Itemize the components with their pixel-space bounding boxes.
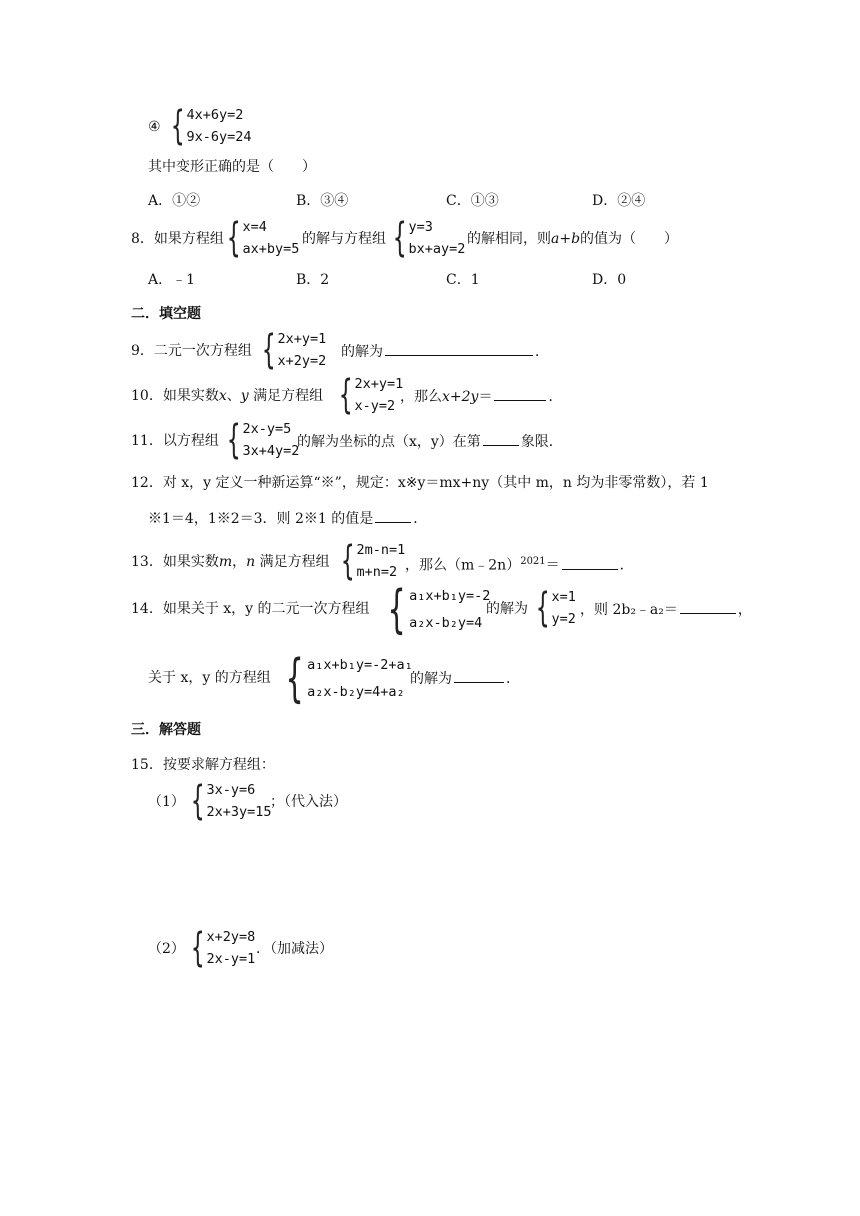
equation: a₂x-b₂y=4: [409, 615, 483, 631]
q10-suffix: [400, 386, 562, 407]
answer-blank[interactable]: [483, 431, 519, 446]
q8-system-2: [387, 216, 465, 260]
q14-solution: [530, 586, 576, 630]
answer-blank[interactable]: [375, 508, 411, 523]
q14-line2-suffix-text: 的解为: [410, 671, 452, 687]
q15-part2-system: [185, 926, 255, 970]
q10-sep: 、: [226, 388, 241, 404]
q8-option-d: D．0: [592, 272, 627, 288]
q11-prefix: 11．以方程组: [131, 433, 219, 449]
brace-icon: {: [190, 778, 205, 824]
q9-suffix-text: 的解为: [341, 344, 383, 360]
section-heading-fill-blank: 二．填空题: [131, 306, 201, 322]
q14-line2-prefix: 关于 x，y 的方程组: [148, 670, 271, 686]
q13-prefix-text: 13．如果实数: [131, 554, 219, 570]
q14-suffix: [580, 599, 752, 620]
q10-suffix-text: ，那么: [400, 389, 442, 405]
q13-suffix: [405, 552, 634, 576]
var-n: n: [246, 554, 256, 570]
equation: a₁x+b₁y=-2+a₁: [307, 657, 413, 673]
brace-icon: {: [338, 372, 353, 418]
q12-line2-text: ※1＝4，1※2＝3．则 2※1 的值是: [148, 511, 374, 527]
q9-system: [256, 328, 326, 372]
answer-blank[interactable]: [385, 341, 533, 356]
brace-icon: {: [285, 649, 304, 709]
equation: x+2y=2: [277, 353, 327, 369]
answer-blank[interactable]: [454, 668, 504, 683]
equals-sign: ＝: [545, 557, 560, 574]
equation: 2x-y=1: [206, 951, 256, 967]
q11-suffix-text: 的解为坐标的点（x，y）在第: [297, 434, 481, 450]
equation: a₂x-b₂y=4+a₂: [307, 684, 405, 700]
equation: x+2y=8: [206, 929, 256, 945]
var-m: m: [218, 554, 233, 570]
q14-suffix-text: ，则 2b₂﹣a₂＝: [580, 602, 678, 618]
brace-icon: {: [387, 580, 406, 640]
brace-icon: {: [170, 103, 185, 149]
equation: y=3: [408, 219, 433, 235]
equals-sign: ＝: [478, 389, 493, 405]
equation: x-y=2: [354, 398, 396, 414]
q10-expression: x+2y: [442, 389, 479, 405]
answer-blank[interactable]: [494, 386, 546, 401]
answer-blank[interactable]: [562, 555, 618, 570]
q9-end: ．: [535, 344, 549, 360]
q13-power: 2021: [520, 556, 546, 567]
q8-suffix: [467, 229, 678, 249]
q9-suffix: [341, 341, 549, 362]
brace-icon: {: [340, 538, 355, 584]
q8-option-a: A．﹣1: [148, 272, 196, 288]
equation: 2m-n=1: [356, 542, 406, 558]
q15-part1-system: [185, 779, 271, 823]
q15-part2-label: （2）: [148, 941, 185, 957]
q10-prefix-text: 10．如果实数: [131, 388, 219, 404]
q7-item4-system: [165, 104, 251, 148]
answer-blank[interactable]: [680, 599, 736, 614]
q15-title: 15．按要求解方程组：: [131, 757, 275, 773]
var-y: y: [240, 388, 249, 404]
q14-mid: 的解为: [486, 601, 528, 617]
brace-icon: {: [226, 417, 241, 463]
q8-expression: a+b: [551, 231, 581, 247]
equation: 2x+y=1: [354, 376, 404, 392]
q14-line2-suffix: [410, 668, 520, 689]
q14-system-2: [278, 649, 413, 709]
q13-mid: 满足方程组: [259, 554, 330, 570]
brace-icon: {: [392, 215, 407, 261]
var-x: x: [218, 388, 227, 404]
q11-suffix: [297, 431, 563, 452]
q10-system: [333, 373, 403, 417]
q8-prefix: 8．如果方程组: [131, 231, 224, 247]
q15-part2-method: ．（加减法）: [256, 941, 333, 957]
q13-sep: ，: [232, 554, 247, 570]
equation: 2x-y=5: [242, 421, 292, 437]
q7-item4-marker: ④: [148, 119, 161, 135]
q13-end: ．: [619, 557, 634, 574]
q7-option-b: B．③④: [296, 193, 349, 209]
q9-prefix: 9．二元一次方程组: [131, 343, 252, 359]
q13-prefix: [131, 552, 330, 572]
q8-system-1: [221, 216, 299, 260]
q8-option-b: B．2: [296, 272, 330, 288]
equation: m+n=2: [356, 564, 398, 580]
q12-line1: 12．对 x，y 定义一种新运算“※”，规定：x※y＝mx+ny（其中 m，n 均为非零常数），若 1: [131, 475, 709, 491]
equation: a₁x+b₁y=-2: [409, 588, 491, 604]
q8-suffix-text: 的解相同，则: [467, 231, 551, 247]
equation: 4x+6y=2: [186, 107, 244, 123]
q14-prefix: 14．如果关于 x，y 的二元一次方程组: [131, 601, 370, 617]
q7-option-a: A．①②: [148, 193, 201, 209]
q11-end: 象限．: [520, 434, 563, 450]
q14-line2-end: ．: [506, 671, 520, 687]
brace-icon: {: [226, 215, 241, 261]
q10-prefix: [131, 386, 323, 406]
equation: x=4: [242, 219, 267, 235]
q12-line2: [148, 508, 427, 529]
equation: 3x+4y=2: [242, 443, 300, 459]
q7-option-c: C．①③: [446, 193, 499, 209]
q8-suffix-text: 的值为（ ）: [580, 231, 679, 247]
section-heading-solve: 三．解答题: [131, 722, 201, 738]
equation: 2x+y=1: [277, 331, 327, 347]
equation: x=1: [551, 589, 576, 605]
q8-option-c: C．1: [446, 272, 480, 288]
q10-mid: 满足方程组: [253, 388, 324, 404]
equation: ax+by=5: [242, 241, 300, 257]
q11-system: [221, 418, 299, 462]
equation: 2x+3y=15: [206, 804, 272, 820]
q15-part1-label: （1）: [148, 794, 185, 810]
brace-icon: {: [535, 585, 550, 631]
q7-option-d: D．②④: [592, 193, 646, 209]
q12-end: ．: [413, 511, 428, 527]
q13-system: [335, 539, 405, 583]
brace-icon: {: [190, 925, 205, 971]
q15-part1-method: ；（代入法）: [270, 794, 347, 810]
q10-end: ．: [548, 389, 563, 405]
q8-middle: 的解与方程组: [302, 231, 386, 247]
q7-question: 其中变形正确的是（ ）: [148, 159, 316, 175]
equation: y=2: [551, 611, 576, 627]
equation: 9x-6y=24: [186, 129, 252, 145]
q14-end: ，: [737, 602, 752, 618]
brace-icon: {: [261, 327, 276, 373]
q14-system: [380, 580, 491, 640]
equation: bx+ay=2: [408, 241, 466, 257]
q13-suffix-text: ，那么（m﹣2n）: [405, 557, 521, 574]
equation: 3x-y=6: [206, 782, 256, 798]
